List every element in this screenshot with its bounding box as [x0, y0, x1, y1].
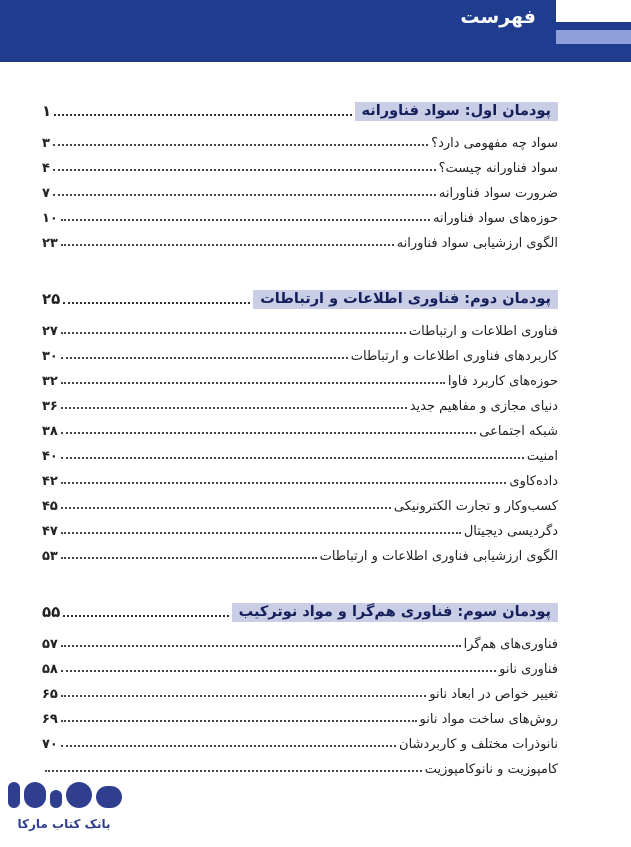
section-title: پودمان اول: سواد فناورانه	[355, 102, 558, 121]
section-title: پودمان سوم: فناوری هم‌گرا و مواد نوترکیب	[232, 603, 558, 622]
dot-leader	[53, 144, 428, 146]
entry-page-number: ۱۰	[42, 211, 58, 226]
toc-entry[interactable]	[42, 439, 558, 464]
dot-leader	[54, 114, 351, 116]
toc-entry[interactable]	[42, 489, 558, 514]
entry-page-number: ۳	[42, 136, 50, 151]
toc-entry[interactable]	[42, 176, 558, 201]
entry-page-number: ۴۲	[42, 474, 58, 489]
section-page-number: ۱	[42, 102, 52, 120]
toc-entry[interactable]	[42, 151, 558, 176]
entry-page-number: ۵۷	[42, 637, 58, 652]
entry-title: سواد فناورانه چیست؟	[438, 161, 558, 176]
dot-leader	[63, 615, 228, 617]
entry-page-number: ۵۸	[42, 662, 58, 677]
toc-entry[interactable]	[42, 727, 558, 752]
header-stripe-light	[556, 30, 631, 44]
dot-leader	[61, 457, 524, 459]
entry-title: کسب‌وکار و تجارت الکترونیکی	[393, 499, 558, 514]
dot-leader	[61, 557, 317, 559]
entry-title: کاربردهای فناوری اطلاعات و ارتباطات	[350, 349, 558, 364]
toc-entry[interactable]	[42, 314, 558, 339]
entry-title: شبکه اجتماعی	[479, 424, 558, 439]
dot-leader	[45, 770, 422, 772]
logo-bar-4	[66, 782, 92, 808]
entry-title: الگوی ارزشیابی سواد فناورانه	[396, 236, 558, 251]
dot-leader	[61, 720, 417, 722]
dot-leader	[61, 670, 496, 672]
dot-leader	[61, 482, 507, 484]
logo-bar-2	[24, 782, 46, 808]
entry-title: سواد چه مفهومی دارد؟	[431, 136, 558, 151]
entry-title: امنیت	[526, 449, 558, 464]
entry-page-number: ۴۵	[42, 499, 58, 514]
toc-entry[interactable]	[42, 414, 558, 439]
entry-page-number: ۲۳	[42, 236, 58, 251]
entry-title: فناوری نانو	[499, 662, 558, 677]
section-heading-row[interactable]	[42, 598, 558, 622]
logo-bar-1	[8, 782, 20, 808]
dot-leader	[61, 244, 394, 246]
toc-entry[interactable]	[42, 677, 558, 702]
entry-page-number: ۲۷	[42, 324, 58, 339]
dot-leader	[61, 382, 445, 384]
toc-entry[interactable]	[42, 752, 558, 777]
dot-leader	[61, 219, 430, 221]
toc-entry[interactable]	[42, 539, 558, 564]
entry-title: روش‌های ساخت مواد نانو	[419, 712, 558, 727]
section-heading-row[interactable]	[42, 285, 558, 309]
toc-section	[42, 97, 558, 251]
toc-entry[interactable]	[42, 226, 558, 251]
entry-title: دگردیسی دیجیتال	[463, 524, 558, 539]
dot-leader	[61, 407, 407, 409]
entry-title: کامپوزیت و نانوکامپوزیت	[424, 762, 558, 777]
entry-page-number: ۶۵	[42, 687, 58, 702]
entry-page-number: ۴۰	[42, 449, 58, 464]
dot-leader	[53, 169, 436, 171]
entry-page-number: ۵۳	[42, 549, 58, 564]
dot-leader	[53, 194, 436, 196]
entry-page-number: ۳۲	[42, 374, 58, 389]
entry-title: نانوذرات مختلف و کاربردشان	[399, 737, 558, 752]
dot-leader	[61, 507, 391, 509]
dot-leader	[61, 357, 348, 359]
dot-leader	[61, 645, 461, 647]
dot-leader	[61, 695, 426, 697]
page-title: فهرست	[460, 6, 536, 28]
header-stripe-white	[556, 0, 631, 22]
dot-leader	[61, 332, 406, 334]
logo-bar-3	[50, 790, 62, 808]
entry-title: ضرورت سواد فناورانه	[438, 186, 558, 201]
section-title: پودمان دوم: فناوری اطلاعات و ارتباطات	[253, 290, 558, 309]
entry-title: دنیای مجازی و مفاهیم جدید	[409, 399, 558, 414]
section-page-number: ۵۵	[42, 603, 61, 621]
toc-entry[interactable]	[42, 364, 558, 389]
table-of-contents	[42, 97, 558, 811]
toc-entry[interactable]	[42, 201, 558, 226]
toc-entry[interactable]	[42, 652, 558, 677]
logo-bar-5	[96, 786, 122, 808]
dot-leader	[61, 532, 461, 534]
entry-title: فناوری اطلاعات و ارتباطات	[408, 324, 558, 339]
header-banner	[0, 0, 631, 62]
dot-leader	[61, 432, 476, 434]
entry-page-number: ۷	[42, 186, 50, 201]
section-page-number: ۲۵	[42, 290, 61, 308]
toc-entry[interactable]	[42, 702, 558, 727]
entry-title: الگوی ارزشیابی فناوری اطلاعات و ارتباطات	[319, 549, 558, 564]
dot-leader	[63, 302, 250, 304]
entry-page-number: ۳۸	[42, 424, 58, 439]
entry-page-number: ۴	[42, 161, 50, 176]
entry-page-number: ۷۰	[42, 737, 58, 752]
toc-entry[interactable]	[42, 339, 558, 364]
dot-leader	[61, 745, 396, 747]
entry-title: داده‌کاوی	[509, 474, 558, 489]
entry-page-number: ۴۷	[42, 524, 58, 539]
entry-title: حوزه‌های کاربرد فاوا	[447, 374, 558, 389]
toc-section	[42, 598, 558, 777]
entry-page-number: ۳۰	[42, 349, 58, 364]
toc-entry[interactable]	[42, 389, 558, 414]
toc-entry[interactable]	[42, 627, 558, 652]
entry-page-number: ۶۹	[42, 712, 58, 727]
toc-entry[interactable]	[42, 126, 558, 151]
entry-title: حوزه‌های سواد فناورانه	[433, 211, 558, 226]
watermark-caption: بانک کتاب مارکا	[17, 817, 111, 831]
marka-logo	[6, 776, 126, 812]
toc-entry[interactable]	[42, 514, 558, 539]
toc-entry[interactable]	[42, 464, 558, 489]
toc-section	[42, 285, 558, 564]
entry-page-number: ۳۶	[42, 399, 58, 414]
entry-title: فناوری‌های هم‌گرا	[463, 637, 558, 652]
entry-title: تغییر خواص در ابعاد نانو	[429, 687, 558, 702]
section-heading-row[interactable]	[42, 97, 558, 121]
